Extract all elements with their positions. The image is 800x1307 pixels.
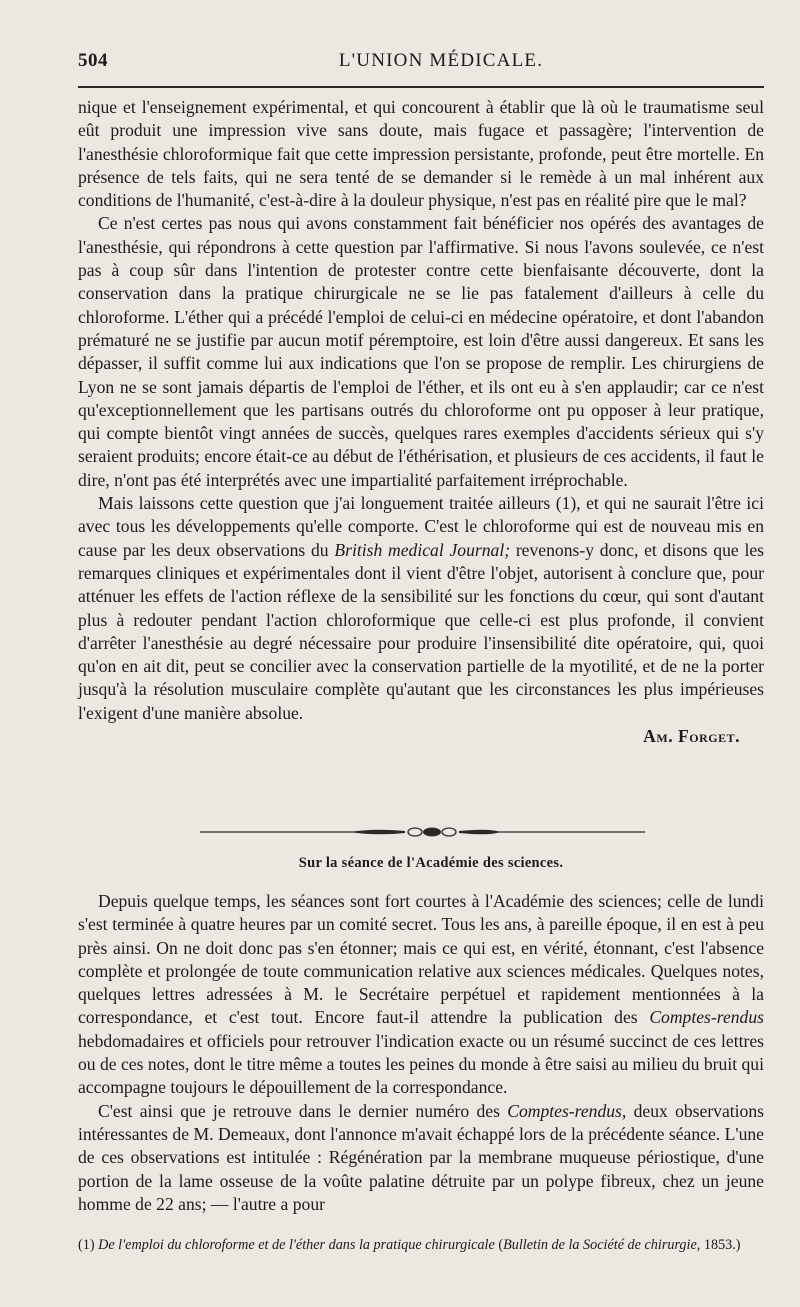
- comptes-rendus-title-2: Comptes-rendus,: [507, 1100, 627, 1121]
- paragraph-5: [78, 1100, 764, 1216]
- paragraph-3-text-b: revenons-y donc, et disons que les remarques cliniques et expérimentales dont il vient d'être l'objet, autorisent à conclure que, pour atténuer les effets de l'action réflexe de la sensibilité sur les fonctions du cœur, qui sont d'autant plus à redouter pendant l'action chloroformique que celle-ci est plus profonde, il convient d'arrêter l'anesthésie au degré nécessaire pour produire l'insensibilité dite opératoire, qui, quoi qu'on en ait dit, peut se concilier avec la conservation partielle de la myotilité, et de ne la porter jusqu'à la résolution musculaire complète qu'autant que les circonstances les plus impérieuses l'exigent d'une manière absolue.: [78, 539, 764, 723]
- paragraph-5-text-b: deux observations intéressantes de M. Demeaux, dont l'annonce m'avait échappé lors de la précédente séance. L'une de ces observations est intitulée : Régénération par la membrane muqueuse périostique, d'une portion de la lame osseuse de la voûte palatine détruite par un polype fibreux, chez un jeune homme de 22 ans; — l'autre a pour: [78, 1100, 764, 1214]
- article-academie: [78, 890, 764, 1216]
- section-title: Sur la séance de l'Académie des sciences.: [298, 855, 564, 871]
- footnote-source-close: , 1853.): [696, 1237, 741, 1253]
- footnote-source: Bulletin de la Société de chirurgie: [503, 1237, 697, 1253]
- article-forget: [78, 96, 764, 748]
- paragraph-4-text-a: Depuis quelque temps, les séances sont fort courtes à l'Académie des sciences; celle de lundi s'est terminée à quatre heures par un comité secret. Tous les ans, à pareille époque, il en est à peu près ainsi. On ne doit donc pas s'en étonner; mais ce qui est, en vérité, étonnant, c'est l'absence complète et prolongée de toute communication relative aux sciences médicales. Quelques notes, quelques lettres adressées à M. le Secrétaire perpétuel et rapidement mentionnées à la correspondance, et c'est tout. Encore faut-il attendre la publication des: [78, 891, 764, 1028]
- header-rule: [78, 86, 764, 88]
- running-title: L'UNION MÉDICALE.: [338, 50, 544, 71]
- comptes-rendus-title: Comptes-rendus: [649, 1007, 764, 1028]
- paragraph-2: Ce n'est certes pas nous qui avons constamment fait bénéficier nos opérés des avantages de l'anesthésie, qui répondrons à cette question par l'affirmative. Si nous l'avons soulevée, ce n'est pas à coup sûr dans l'intention de protester contre cette bienfaisante découverte, dont la conservation dans la pratique chirurgicale ne se lie pas fatalement d'ailleurs à celle du chloroforme. L'éther qui a précédé l'emploi de celui-ci en médecine opératoire, et dont l'abandon prématuré ne se justifie par aucun motif péremptoire, est loin d'être aussi dangereux. Et sans les dépasser, il suffit comme lui aux indications que l'on se propose de remplir. Les chirurgiens de Lyon ne se sont jamais départis de l'emploi de l'éther, et ils ont eu à s'en applaudir; car ce n'est qu'exceptionnellement que les partisans outrés du chloroforme ont pu opposer à leur pratique, qui compte bientôt vingt années de succès, quelques rares exemples d'accidents sérieux qui s'y seraient produits; encore était-ce au début de l'éthérisation, et plusieurs de ces accidents, il faut le dire, n'ont pas été interprétés avec une impartialité parfaitement irréprochable.: [78, 213, 764, 490]
- paragraph-3-text-a: Mais laissons cette question que j'ai longuement traitée ailleurs (1), et qui ne saurait l'être ici avec tous les développements qu'elle comporte. C'est le chloroforme qui est de nouveau mis en cause par les deux observations du: [78, 493, 764, 560]
- page-header: [78, 46, 764, 76]
- paragraph-4-text-b: hebdomadaires et officiels pour retrouver l'indication exacte ou un résumé succinct de ces lettres ou de ces notes, dont le titre même a toutes les peines du monde à être saisi au milieu du bruit qui accompagne toujours le dépouillement de la correspondance.: [78, 1030, 764, 1098]
- paragraph-3: [78, 492, 764, 725]
- page-number: 504: [78, 50, 108, 71]
- paragraph-5-text-a: C'est ainsi que je retrouve dans le dernier numéro des: [98, 1100, 508, 1121]
- footnote: [78, 1236, 764, 1254]
- paragraph-1: nique et l'enseignement expérimental, et qui concourent à établir que là où le traumatisme seul eût produit une impression vive sans doute, mais fugace et passagère; l'intervention de l'anesthésie chloroformique fait que cette impression persistante, profonde, peut être mortelle. En présence de tels faits, qui ne sera tenté de se demander si le remède à un mal inhérent aux conditions de l'humanité, c'est-à-dire à la douleur physique, n'est pas en réalité pire que le mal?: [78, 97, 764, 211]
- journal-title: British medical Journal;: [334, 539, 511, 560]
- author-signature: Am. Forget.: [643, 726, 740, 747]
- footnote-source-open: (: [494, 1237, 504, 1253]
- footnote-marker: (1): [78, 1237, 95, 1253]
- section-divider-ornament: [200, 826, 645, 838]
- paragraph-4: [78, 890, 764, 1100]
- footnote-title: De l'emploi du chloroforme et de l'éther dans la pratique chirurgicale: [98, 1237, 495, 1253]
